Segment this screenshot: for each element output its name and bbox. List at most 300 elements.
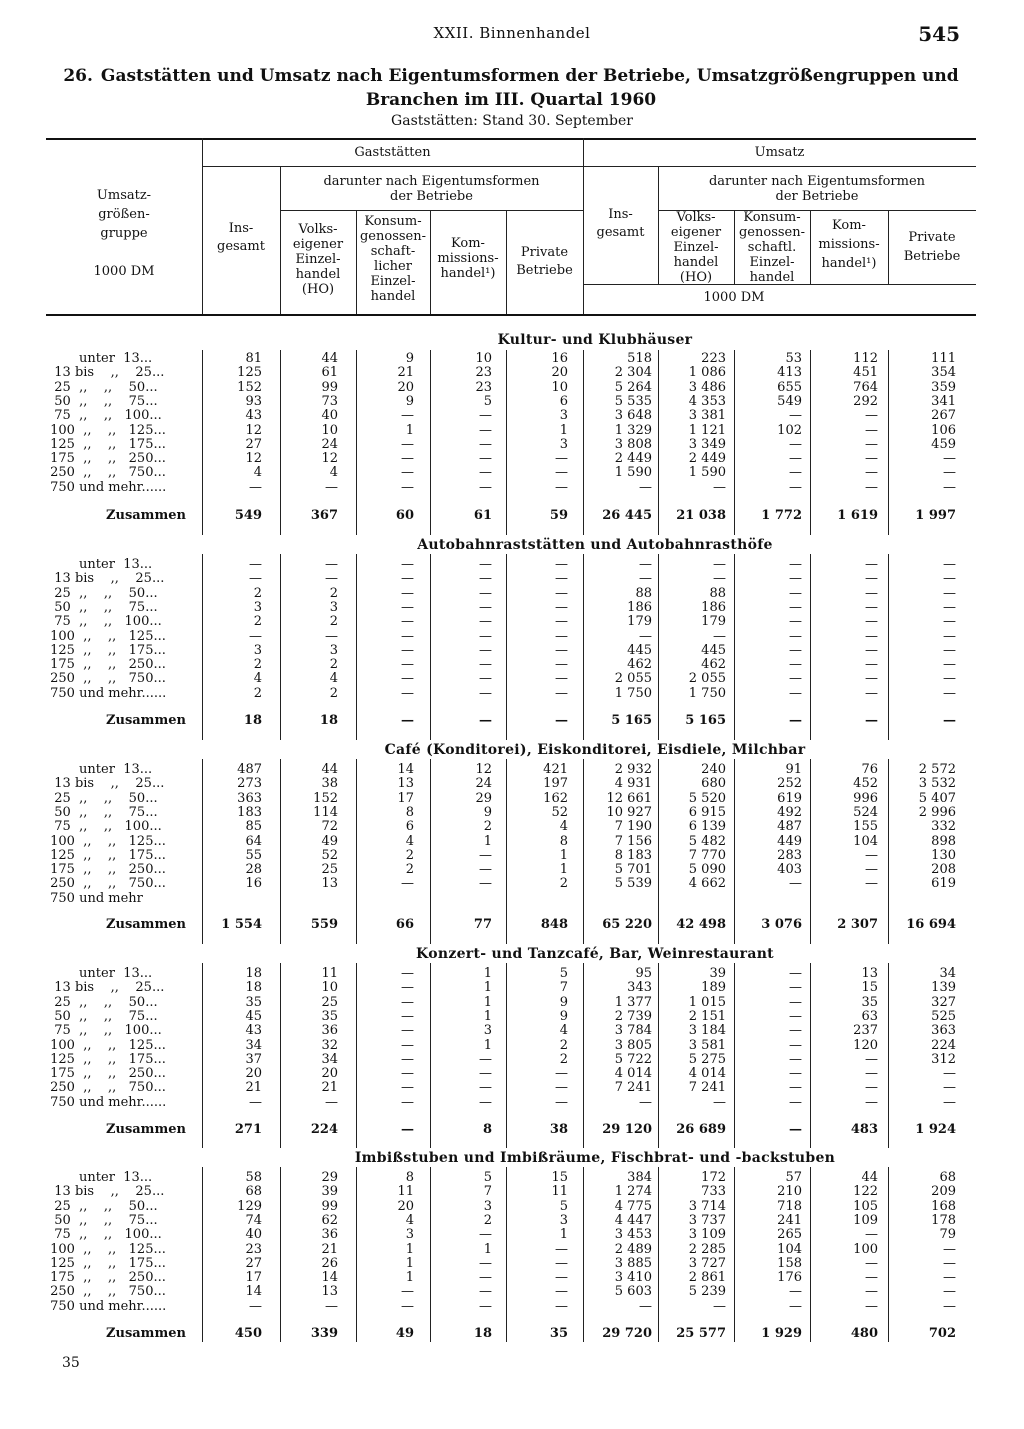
cell-value: 26 445 — [602, 508, 652, 523]
cell-value: — — [865, 451, 878, 467]
cell-value: 5 520 — [688, 790, 726, 806]
header-umsatz: Umsatz — [754, 145, 805, 160]
cell-value: 240 — [701, 762, 726, 777]
header-darunter-gaststaetten: darunter nach Eigentumsformen der Betriebe — [323, 174, 540, 204]
cell-value: 4 353 — [688, 393, 726, 409]
cell-value: — — [943, 657, 956, 673]
cell-value: 1 — [559, 847, 568, 863]
cell-value: 20 — [397, 1198, 414, 1214]
cell-value: 10 — [551, 379, 568, 395]
cell-value: 186 — [701, 599, 726, 615]
cell-value: — — [789, 628, 802, 644]
cell-value: — — [325, 479, 338, 495]
row-label: 13 bis ,, 25... — [46, 776, 165, 792]
cell-value: — — [555, 1270, 568, 1286]
cell-value: 197 — [543, 776, 568, 792]
cell-value: 271 — [234, 1122, 262, 1137]
cell-value: 68 — [939, 1170, 956, 1185]
table-row — [46, 849, 976, 863]
cell-value: — — [943, 642, 956, 658]
row-label: 125 ,, ,, 175... — [46, 847, 166, 863]
header-divider-rowgroup — [202, 138, 203, 314]
cell-value: 18 — [473, 1326, 492, 1341]
cell-value: 655 — [777, 379, 802, 395]
total-label: Zusammen — [106, 1326, 186, 1341]
row-label: 250 ,, ,, 750... — [46, 465, 166, 481]
cell-value: — — [789, 571, 802, 587]
cell-value: — — [401, 465, 414, 481]
cell-value: 2 — [559, 876, 568, 892]
cell-value: 79 — [939, 1227, 956, 1243]
header-divider — [734, 210, 735, 284]
cell-value: 37 — [245, 1051, 262, 1067]
cell-value: 38 — [321, 776, 338, 792]
cell-value: 125 — [237, 365, 262, 381]
cell-value: — — [865, 1270, 878, 1286]
cell-value: — — [789, 436, 802, 452]
cell-value: 4 — [405, 1212, 414, 1228]
cell-value: — — [639, 1094, 652, 1110]
cell-value: 76 — [861, 762, 878, 777]
cell-value: 450 — [234, 1326, 262, 1341]
cell-value: — — [479, 1284, 492, 1300]
cell-value: — — [865, 713, 878, 728]
cell-value: — — [555, 671, 568, 687]
cell-value: — — [479, 571, 492, 587]
cell-value: 36 — [321, 1227, 338, 1243]
cell-value: — — [865, 599, 878, 615]
cell-value: — — [943, 713, 956, 728]
cell-value: 40 — [245, 1227, 262, 1243]
cell-value: 2 — [405, 847, 414, 863]
cell-value: — — [639, 557, 652, 572]
cell-value: — — [865, 1094, 878, 1110]
table-row — [46, 863, 976, 877]
cell-value: 152 — [313, 790, 338, 806]
cell-value: 60 — [395, 508, 414, 523]
table-row — [46, 1285, 976, 1299]
cell-value: 3 885 — [614, 1255, 652, 1271]
cell-value: 25 — [321, 994, 338, 1010]
cell-value: 1 377 — [614, 994, 652, 1010]
cell-value: — — [555, 1094, 568, 1110]
cell-value: — — [865, 571, 878, 587]
row-label: 25 ,, ,, 50... — [46, 790, 158, 806]
section-title: Autobahnraststätten und Autobahnrasthöfe — [417, 537, 773, 553]
cell-value: 1 750 — [688, 685, 726, 701]
cell-value: 7 770 — [688, 847, 726, 863]
cell-value: 224 — [931, 1037, 956, 1053]
table-row — [46, 644, 976, 658]
table-row — [46, 892, 976, 906]
cell-value: — — [479, 451, 492, 467]
cell-value: — — [789, 1094, 802, 1110]
cell-value: 449 — [777, 833, 802, 849]
cell-value: 241 — [777, 1212, 802, 1228]
header-konsum-gaststaetten: Konsum- genossen- schaft- licher Einzel- handel — [359, 214, 426, 304]
cell-value: 2 572 — [918, 762, 956, 777]
cell-value: 130 — [931, 847, 956, 863]
cell-value: — — [865, 1284, 878, 1300]
cell-value: — — [479, 876, 492, 892]
cell-value: 18 — [245, 980, 262, 996]
cell-value: 209 — [931, 1184, 956, 1200]
cell-value: 15 — [861, 980, 878, 996]
header-divider — [430, 210, 431, 314]
cell-value: 237 — [853, 1023, 878, 1039]
cell-value: — — [401, 1051, 414, 1067]
cell-value: 2 — [483, 1212, 492, 1228]
cell-value: 292 — [853, 393, 878, 409]
cell-value: 111 — [931, 351, 956, 366]
cell-value: — — [479, 557, 492, 572]
cell-value: 26 689 — [676, 1122, 726, 1137]
cell-value: 3 737 — [688, 1212, 726, 1228]
cell-value: 1 750 — [614, 685, 652, 701]
cell-value: 549 — [234, 508, 262, 523]
table-row — [46, 572, 976, 586]
cell-value: — — [789, 614, 802, 630]
cell-value: 5 275 — [688, 1051, 726, 1067]
section-title: Konzert- und Tanzcafé, Bar, Weinrestaurant — [416, 946, 774, 962]
cell-value: 483 — [850, 1122, 878, 1137]
cell-value: 4 — [559, 819, 568, 835]
cell-value: 1 — [405, 1255, 414, 1271]
header-private-gaststaetten: Private Betriebe — [516, 245, 573, 278]
cell-value: 8 183 — [614, 847, 652, 863]
footer-number: 35 — [62, 1355, 80, 1371]
cell-value: 5 165 — [611, 713, 652, 728]
cell-value: — — [401, 642, 414, 658]
cell-value: 152 — [237, 379, 262, 395]
table-row — [46, 792, 976, 806]
cell-value: — — [865, 657, 878, 673]
cell-value: — — [789, 685, 802, 701]
cell-value: 9 — [483, 804, 492, 820]
cell-value: 267 — [931, 408, 956, 424]
table-row — [46, 466, 976, 480]
cell-value: — — [865, 1255, 878, 1271]
cell-value: 49 — [321, 833, 338, 849]
cell-value: — — [789, 1066, 802, 1082]
cell-value: 14 — [245, 1284, 262, 1300]
row-label: 75 ,, ,, 100... — [46, 614, 162, 630]
row-label: 25 ,, ,, 50... — [46, 585, 158, 601]
cell-value: 32 — [321, 1037, 338, 1053]
cell-value: — — [401, 557, 414, 572]
table-row — [46, 763, 976, 777]
cell-value: — — [325, 571, 338, 587]
cell-value: 162 — [543, 790, 568, 806]
cell-value: — — [789, 1023, 802, 1039]
cell-value: 44 — [321, 762, 338, 777]
cell-value: 1 929 — [761, 1326, 802, 1341]
table-row — [46, 1053, 976, 1067]
table-row — [46, 1067, 976, 1081]
cell-value: 44 — [321, 351, 338, 366]
cell-value: 61 — [321, 365, 338, 381]
cell-value: — — [479, 1227, 492, 1243]
cell-value: 4 775 — [614, 1198, 652, 1214]
cell-value: 3 — [253, 599, 262, 615]
cell-value: 6 — [405, 819, 414, 835]
cell-value: 2 — [329, 685, 338, 701]
cell-value: 2 307 — [837, 917, 878, 932]
cell-value: 3 — [405, 1227, 414, 1243]
cell-value: 93 — [245, 393, 262, 409]
cell-value: 62 — [321, 1212, 338, 1228]
row-label: 175 ,, ,, 250... — [46, 862, 166, 878]
cell-value: 158 — [777, 1255, 802, 1271]
cell-value: — — [555, 685, 568, 701]
cell-value: 178 — [931, 1212, 956, 1228]
cell-value: 15 — [551, 1170, 568, 1185]
cell-value: 21 — [321, 1241, 338, 1257]
cell-value: — — [479, 685, 492, 701]
header-volkseigener-gaststaetten: Volks- eigener Einzel- handel (HO) — [292, 222, 344, 297]
cell-value: — — [789, 642, 802, 658]
cell-value: — — [943, 479, 956, 495]
total-row — [46, 714, 976, 728]
row-label: 100 ,, ,, 125... — [46, 422, 166, 438]
cell-value: 2 285 — [688, 1241, 726, 1257]
cell-value: — — [943, 1241, 956, 1257]
cell-value: 88 — [635, 585, 652, 601]
cell-value: 18 — [245, 966, 262, 981]
row-label: 250 ,, ,, 750... — [46, 671, 166, 687]
cell-value: 2 304 — [614, 365, 652, 381]
cell-value: — — [401, 628, 414, 644]
header-rule-darunter-g — [280, 210, 583, 211]
cell-value: 16 694 — [906, 917, 956, 932]
table-row — [46, 1243, 976, 1257]
cell-value: 17 — [245, 1270, 262, 1286]
cell-value: 2 — [253, 585, 262, 601]
table-row — [46, 615, 976, 629]
cell-value: — — [479, 847, 492, 863]
cell-value: 2 — [253, 685, 262, 701]
cell-value: 35 — [549, 1326, 568, 1341]
section-title: Café (Konditorei), Eiskonditorei, Eisdiele, Milchbar — [384, 742, 806, 758]
row-label: 75 ,, ,, 100... — [46, 1023, 162, 1039]
row-label: 13 bis ,, 25... — [46, 365, 165, 381]
cell-value: — — [789, 980, 802, 996]
total-row — [46, 1327, 976, 1341]
cell-value: 21 038 — [676, 508, 726, 523]
cell-value: 3 453 — [614, 1227, 652, 1243]
cell-value: — — [865, 585, 878, 601]
cell-value: 3 — [559, 436, 568, 452]
cell-value: 39 — [321, 1184, 338, 1200]
cell-value: 5 264 — [614, 379, 652, 395]
cell-value: — — [479, 436, 492, 452]
cell-value: 367 — [310, 508, 338, 523]
cell-value: — — [479, 1051, 492, 1067]
cell-value: 10 — [475, 351, 492, 366]
table-row — [46, 452, 976, 466]
cell-value: — — [249, 557, 262, 572]
cell-value: 5 — [559, 1198, 568, 1214]
cell-value: 5 — [483, 393, 492, 409]
cell-value: 4 — [329, 671, 338, 687]
cell-value: 176 — [777, 1270, 802, 1286]
total-label: Zusammen — [106, 1122, 186, 1137]
row-label: 750 und mehr...... — [46, 1094, 167, 1110]
cell-value: — — [555, 479, 568, 495]
cell-value: 59 — [549, 508, 568, 523]
cell-value: 2 055 — [688, 671, 726, 687]
cell-value: — — [479, 599, 492, 615]
cell-value: 18 — [243, 713, 262, 728]
cell-value: 35 — [245, 994, 262, 1010]
cell-value: 12 — [321, 451, 338, 467]
cell-value: 996 — [853, 790, 878, 806]
row-label: 250 ,, ,, 750... — [46, 1284, 166, 1300]
cell-value: 129 — [237, 1198, 262, 1214]
cell-value: — — [865, 465, 878, 481]
cell-value: — — [401, 1080, 414, 1096]
cell-value: — — [943, 1298, 956, 1314]
table-row — [46, 1096, 976, 1110]
cell-value: — — [789, 585, 802, 601]
cell-value: — — [865, 628, 878, 644]
cell-value: 91 — [785, 762, 802, 777]
cell-value: — — [943, 557, 956, 572]
cell-value: 168 — [931, 1198, 956, 1214]
row-label: 750 und mehr — [46, 890, 143, 906]
running-head: XXII. Binnenhandel — [433, 24, 591, 42]
row-label: 50 ,, ,, 75... — [46, 393, 158, 409]
cell-value: 208 — [931, 862, 956, 878]
header-rule-unit — [583, 284, 976, 285]
table-row — [46, 658, 976, 672]
header-volkseigener-umsatz: Volks- eigener Einzel- handel (HO) — [670, 210, 722, 285]
cell-value: 1 924 — [915, 1122, 956, 1137]
cell-value: 1 590 — [688, 465, 726, 481]
cell-value: — — [401, 1298, 414, 1314]
cell-value: 1 — [559, 1227, 568, 1243]
cell-value: — — [865, 436, 878, 452]
cell-value: — — [401, 1094, 414, 1110]
cell-value: 210 — [777, 1184, 802, 1200]
cell-value: — — [401, 1284, 414, 1300]
table-row — [46, 1171, 976, 1185]
row-label: 75 ,, ,, 100... — [46, 819, 162, 835]
row-label: 125 ,, ,, 175... — [46, 1051, 166, 1067]
cell-value: — — [789, 1080, 802, 1096]
cell-value: — — [865, 422, 878, 438]
cell-value: 20 — [551, 365, 568, 381]
cell-value: 7 241 — [614, 1080, 652, 1096]
row-label: 250 ,, ,, 750... — [46, 876, 166, 892]
cell-value: — — [555, 657, 568, 673]
cell-value: — — [325, 557, 338, 572]
cell-value: 104 — [777, 1241, 802, 1257]
header-gaststaetten: Gaststätten — [354, 145, 431, 160]
cell-value: 3 808 — [614, 436, 652, 452]
header-divider — [356, 210, 357, 314]
table-row — [46, 1039, 976, 1053]
cell-value: — — [249, 628, 262, 644]
cell-value: 34 — [939, 966, 956, 981]
cell-value: — — [865, 479, 878, 495]
cell-value: — — [555, 599, 568, 615]
cell-value: 1 — [483, 1241, 492, 1257]
row-label: 100 ,, ,, 125... — [46, 628, 166, 644]
cell-value: 16 — [245, 876, 262, 892]
table-row — [46, 409, 976, 423]
cell-value: — — [479, 1080, 492, 1096]
cell-value: 11 — [551, 1184, 568, 1200]
cell-value: 5 — [483, 1170, 492, 1185]
cell-value: 34 — [245, 1037, 262, 1053]
cell-value: — — [249, 1094, 262, 1110]
cell-value: 10 — [321, 422, 338, 438]
cell-value: 4 014 — [614, 1066, 652, 1082]
cell-value: 25 577 — [676, 1326, 726, 1341]
header-rule-group — [202, 166, 976, 167]
cell-value: — — [401, 1122, 414, 1137]
total-row — [46, 918, 976, 932]
table-row — [46, 1300, 976, 1314]
table-row — [46, 395, 976, 409]
cell-value: 718 — [777, 1198, 802, 1214]
cell-value: 68 — [245, 1184, 262, 1200]
cell-value: 2 151 — [688, 1008, 726, 1024]
cell-value: 12 — [245, 422, 262, 438]
header-divider-umsatz — [583, 138, 584, 314]
cell-value: — — [789, 657, 802, 673]
cell-value: — — [943, 671, 956, 687]
cell-value: 1 — [559, 422, 568, 438]
cell-value: — — [639, 628, 652, 644]
cell-value: 4 662 — [688, 876, 726, 892]
cell-value: — — [555, 713, 568, 728]
cell-value: 343 — [627, 980, 652, 996]
cell-value: — — [555, 571, 568, 587]
cell-value: 898 — [931, 833, 956, 849]
row-label: unter 13... — [46, 351, 153, 366]
row-label: 125 ,, ,, 175... — [46, 1255, 166, 1271]
cell-value: 5 482 — [688, 833, 726, 849]
table-row — [46, 1257, 976, 1271]
cell-value: — — [479, 1270, 492, 1286]
cell-value: — — [713, 628, 726, 644]
cell-value: 1 — [483, 994, 492, 1010]
header-divider — [506, 210, 507, 314]
cell-value: — — [713, 571, 726, 587]
cell-value: — — [789, 408, 802, 424]
cell-value: 619 — [777, 790, 802, 806]
cell-value: 2 — [329, 614, 338, 630]
row-label: 175 ,, ,, 250... — [46, 1066, 166, 1082]
cell-value: — — [479, 1255, 492, 1271]
cell-value: 1 590 — [614, 465, 652, 481]
cell-value: 3 784 — [614, 1023, 652, 1039]
header-kommission-umsatz: Kom- missions- handel¹) — [818, 218, 880, 271]
cell-value: 341 — [931, 393, 956, 409]
cell-value: 354 — [931, 365, 956, 381]
table-row — [46, 672, 976, 686]
cell-value: — — [639, 571, 652, 587]
cell-value: 73 — [321, 393, 338, 409]
table-row — [46, 820, 976, 834]
cell-value: 14 — [397, 762, 414, 777]
cell-value: 445 — [627, 642, 652, 658]
cell-value: — — [789, 1051, 802, 1067]
cell-value: — — [943, 614, 956, 630]
section-title: Imbißstuben und Imbißräume, Fischbrat- und -backstuben — [354, 1150, 836, 1166]
